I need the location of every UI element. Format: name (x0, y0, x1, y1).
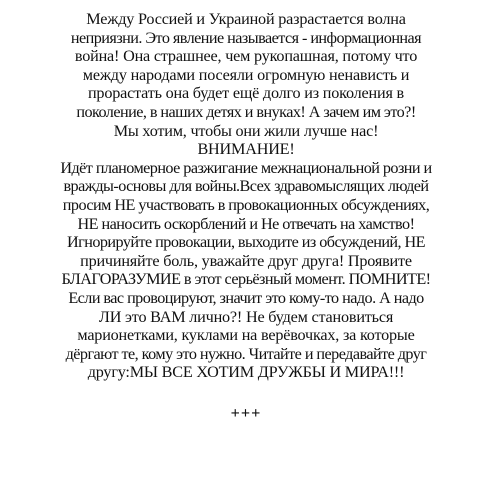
heading-attention: ВНИМАНИЕ! (197, 140, 295, 159)
blank-spacer (14, 382, 478, 401)
text-line-14: причиняйте боль, уважайте друг друга! Проявите (80, 251, 412, 270)
text-line-1: Между Россией и Украиной разрастается волна (86, 10, 406, 28)
text-line-17: ЛИ это ВАМ лично?! Не будем становиться (98, 307, 394, 326)
text-line-3: война! Она страшнее, чем рукопашная, потому что (74, 47, 418, 66)
text-line-11: просим НЕ участвовать в провокационных обсуждениях, (62, 195, 430, 214)
text-line-15: БЛАГОРАЗУМИЕ в этот серьёзный момент. ПОМНИТЕ! (61, 270, 431, 289)
text-line-4: между народами посеяли огромную ненависть и (82, 65, 410, 84)
text-line-12: НЕ наносить оскорблений и Не отвечать на хамство! (77, 214, 415, 233)
text-line-20: другу:МЫ ВСЕ ХОТИМ ДРУЖБЫ И МИРА!!! (87, 363, 405, 382)
text-line-10: вражды-основы для войны.Всех здравомыслящих людей (63, 177, 429, 196)
text-line-7: Мы хотим, чтобы они жили лучше нас! (113, 121, 379, 140)
footer-mark: +++ (230, 404, 262, 423)
text-line-2: неприязни. Это явление называется - информационная (70, 28, 422, 47)
text-line-5: прорастать она будет ещё долго из поколения в (87, 84, 405, 103)
text-line-9: Идёт планомерное разжигание межнациональной розни и (60, 158, 432, 177)
text-line-13: Игнорируйте провокации, выходите из обсуждений, НЕ (66, 233, 426, 252)
text-line-16: Если вас провоцируют, значит это кому-то надо. А надо (68, 288, 424, 307)
text-line-18: марионетками, куклами на верёвочках, за которые (77, 326, 415, 345)
text-line-19: дёргают те, кому это нужно. Читайте и передавайте друг (65, 344, 427, 363)
text-line-6: поколение, в наших детях и внуках! А зачем им это?! (76, 102, 416, 121)
